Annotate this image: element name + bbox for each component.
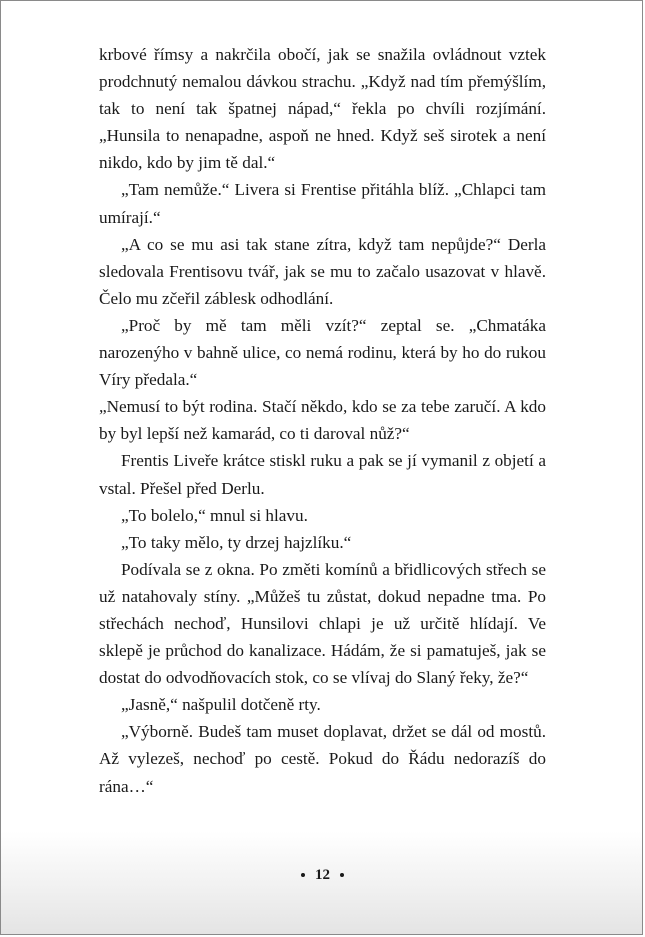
paragraph: „Nemusí to být rodina. Stačí někdo, kdo se za tebe zaručí. A kdo by byl lepší než kamarád, co ti daroval nůž?“ — [99, 397, 546, 444]
paragraph: „Proč by mě tam měli vzít?“ zeptal se. „Chmatáka narozenýho v bahně ulice, co nemá rodinu, která by ho do rukou Víry předala.“ — [99, 315, 546, 390]
paragraph: „Tam nemůže.“ Livera si Frentise přitáhla blíž. „Chlapci tam umírají.“ — [99, 180, 546, 227]
paragraph: „A co se mu asi tak stane zítra, když tam nepůjde?“ Derla sledovala Frentisovu tvář, jak se mu to začalo usazovat v hlavě. Čelo mu zčeřil záblesk odhodlání. — [99, 234, 546, 308]
paragraph: „Výborně. Budeš tam muset doplavat, držet se dál od mostů. Až vylezeš, nechoď po cestě. Pokud do Řádu nedorazíš do rána…“ — [99, 722, 546, 796]
bullet-icon — [340, 873, 344, 877]
page-footer — [1, 867, 644, 884]
paragraph: Podívala se z okna. Po změti komínů a břidlicových střech se už natahovaly stíny. „Můžeš tu zůstat, dokud nepadne tma. Po střechách nechoď, Hunsilovi chlapi je už určitě hlídají. Ve sklepě je průchod do kanalizace. Hádám, že si pamatuješ, jak se dostat do odvodňovacích stok, co se vlívaj do Slaný řeky, že?“ — [99, 559, 546, 688]
paragraph: Frentis Liveře krátce stiskl ruku a pak se jí vymanil z objetí a vstal. Přešel před Derlu. — [99, 451, 546, 498]
body-text — [99, 41, 546, 800]
paragraph: „To taky mělo, ty drzej hajzlíku.“ — [121, 532, 352, 552]
bullet-icon — [301, 873, 305, 877]
page-number: 12 — [315, 867, 330, 883]
paragraph: krbové římsy a nakrčila obočí, jak se snažila ovládnout vztek prodchnutý nemalou dávkou strachu. „Když nad tím přemýšlím, tak to není tak špatnej nápad,“ řekla po chvíli rozjímání. „Hunsila to nenapadne, aspoň ne hned. Když seš sirotek a není nikdo, kdo by jim tě dal.“ — [99, 45, 546, 173]
paragraph: „Jasně,“ našpulil dotčeně rty. — [121, 695, 321, 715]
paragraph: „To bolelo,“ mnul si hlavu. — [121, 505, 308, 525]
